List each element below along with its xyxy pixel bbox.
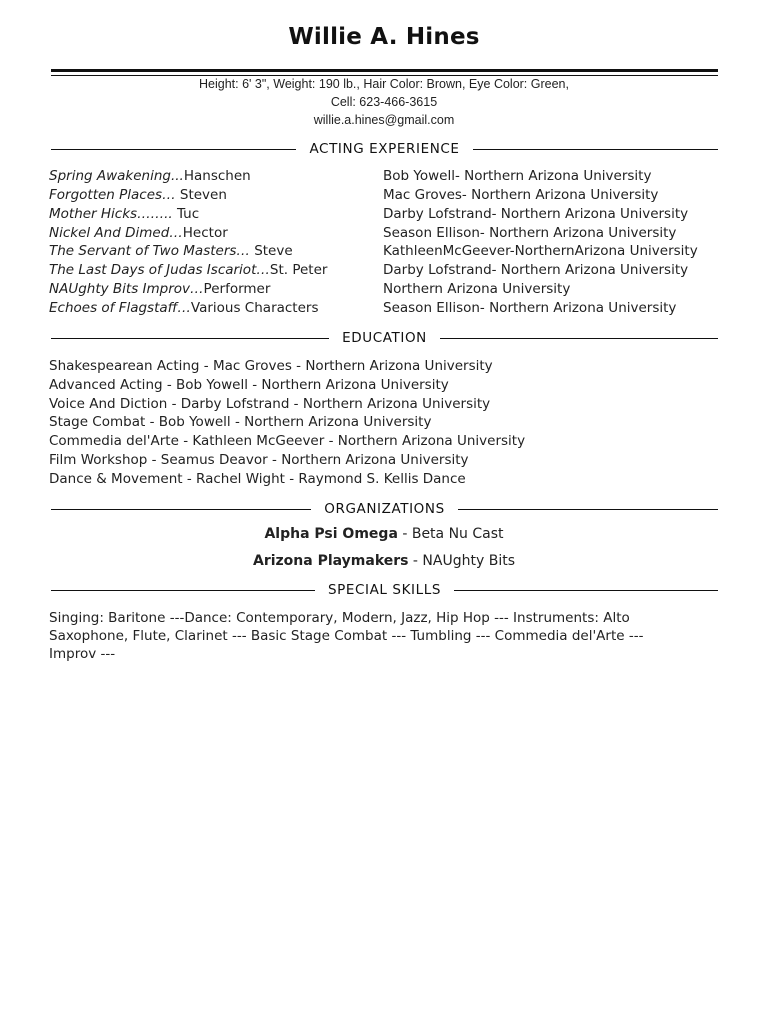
credit-director: KathleenMcGeever-NorthernArizona University	[383, 243, 698, 259]
section-skills-heading	[51, 580, 718, 600]
organization-name: Arizona Playmakers	[252, 553, 409, 569]
credit-director: Darby Lofstrand- Northern Arizona University	[383, 262, 689, 278]
credit-role	[49, 242, 293, 260]
section-acting-heading	[51, 139, 718, 159]
divider-line	[51, 338, 329, 339]
organization-item	[0, 552, 768, 570]
education-item: Stage Combat - Bob Yowell - Northern Arizona University	[49, 414, 432, 430]
cell-phone: Cell: 623-466-3615	[330, 95, 438, 109]
show-title: NAUghty Bits Improv…	[49, 281, 204, 297]
show-title: The Servant of Two Masters…	[49, 243, 250, 259]
education-item: Film Workshop - Seamus Deavor - Northern Arizona University	[49, 452, 469, 468]
section-education-heading	[51, 328, 718, 348]
education-item: Dance & Movement - Rachel Wight - Raymond S. Kellis Dance	[49, 471, 466, 487]
credit-role	[49, 186, 227, 204]
role-name: Tuc	[172, 206, 200, 222]
divider-line	[454, 590, 718, 591]
section-organizations-heading	[51, 499, 718, 519]
show-title: Mother Hicks……..	[49, 206, 173, 222]
organization-name: Alpha Psi Omega	[264, 526, 398, 542]
role-name: Steven	[175, 187, 227, 203]
credit-role	[49, 224, 228, 242]
section-title: ACTING EXPERIENCE	[309, 141, 460, 157]
role-name: Hector	[182, 225, 228, 241]
physical-stats: Height: 6' 3", Weight: 190 lb., Hair Color: Brown, Eye Color: Green,	[199, 77, 569, 91]
show-title: Nickel And Dimed…	[49, 225, 183, 241]
show-title: Echoes of Flagstaff…	[49, 300, 191, 316]
organization-detail: - NAUghty Bits	[408, 553, 515, 569]
section-title: ORGANIZATIONS	[324, 501, 445, 517]
credit-role	[49, 205, 199, 223]
credit-role	[49, 299, 319, 317]
show-title: The Last Days of Judas Iscariot…	[49, 262, 270, 278]
special-skills-text: Singing: Baritone ---Dance: Contemporary, Modern, Jazz, Hip Hop --- Instruments: Alto Saxophone, Flute, Clarinet --- Basic Stage Combat --- Tumbling --- Commedia del'Arte --- Improv ---	[49, 610, 644, 662]
resume-name: Willie A. Hines	[288, 24, 480, 50]
divider-line	[473, 149, 718, 150]
credit-role	[49, 261, 327, 279]
credit-director: Bob Yowell- Northern Arizona University	[383, 168, 652, 184]
education-item: Advanced Acting - Bob Yowell - Northern Arizona University	[49, 377, 449, 393]
section-title: EDUCATION	[342, 330, 427, 346]
role-name: Performer	[203, 281, 271, 297]
credit-role	[49, 167, 251, 185]
credit-director: Season Ellison- Northern Arizona University	[383, 225, 677, 241]
role-name: Hanschen	[183, 168, 251, 184]
divider-line	[458, 509, 718, 510]
education-item: Commedia del'Arte - Kathleen McGeever - Northern Arizona University	[49, 433, 526, 449]
credit-director: Mac Groves- Northern Arizona University	[383, 187, 659, 203]
role-name: St. Peter	[269, 262, 328, 278]
organization-item	[0, 525, 768, 543]
email-address: willie.a.hines@gmail.com	[313, 113, 455, 127]
organization-detail: - Beta Nu Cast	[397, 526, 504, 542]
role-name: Various Characters	[190, 300, 319, 316]
credit-role	[49, 280, 270, 298]
show-title: Spring Awakening...	[49, 168, 184, 184]
header-rule-thick	[51, 69, 718, 72]
section-title: SPECIAL SKILLS	[327, 582, 442, 598]
show-title: Forgotten Places…	[49, 187, 176, 203]
divider-line	[51, 509, 311, 510]
credit-director: Season Ellison- Northern Arizona University	[383, 300, 677, 316]
divider-line	[51, 149, 296, 150]
divider-line	[51, 590, 315, 591]
divider-line	[440, 338, 718, 339]
role-name: Steve	[249, 243, 293, 259]
credit-director: Darby Lofstrand- Northern Arizona University	[383, 206, 689, 222]
credit-director: Northern Arizona University	[383, 281, 571, 297]
education-item: Voice And Diction - Darby Lofstrand - Northern Arizona University	[49, 396, 491, 412]
education-item: Shakespearean Acting - Mac Groves - Northern Arizona University	[49, 358, 493, 374]
